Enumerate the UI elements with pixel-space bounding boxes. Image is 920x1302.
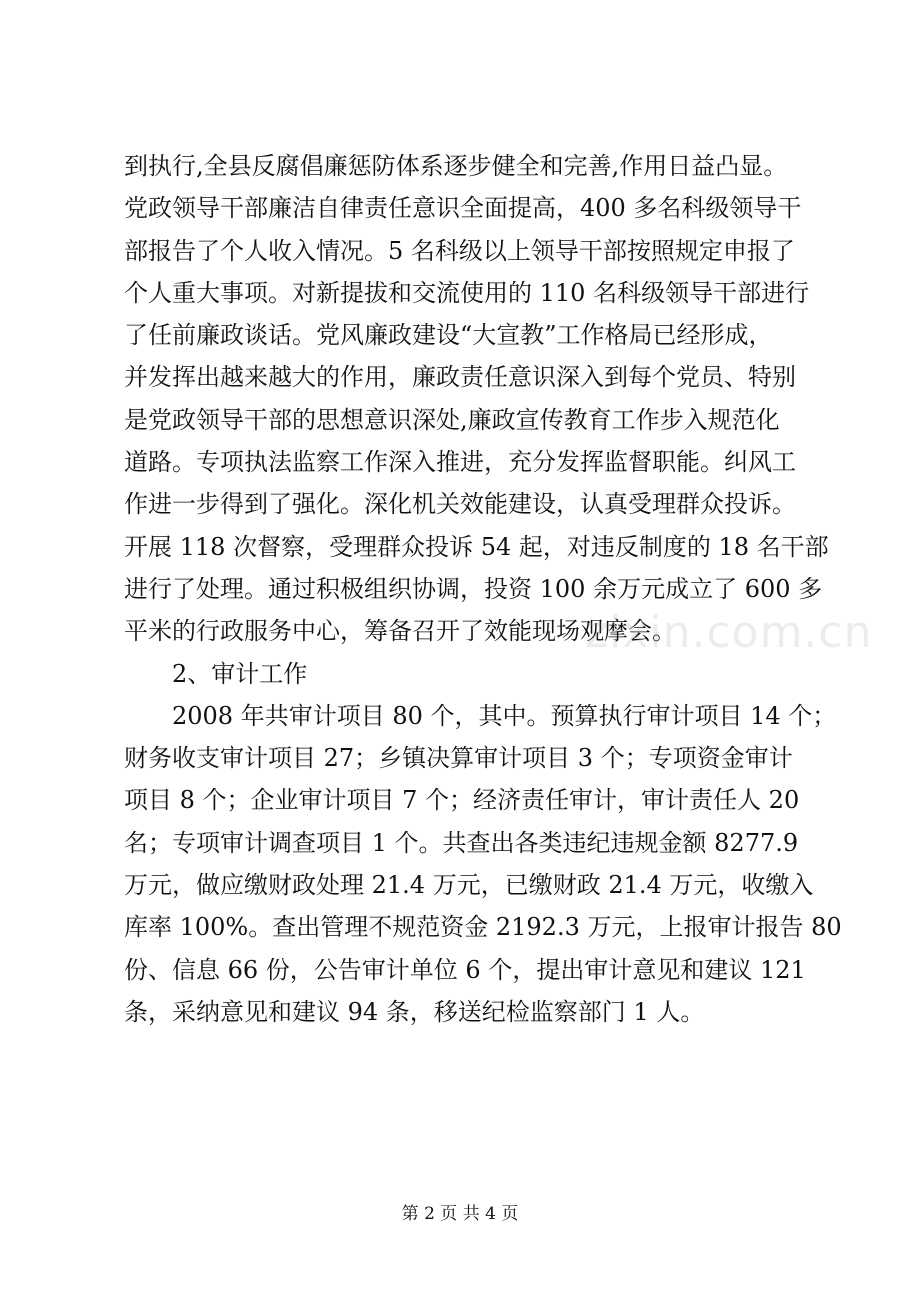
text-line-5: 了任前廉政谈话。党风廉政建设“大宣教”工作格局已经形成， [124, 321, 773, 350]
text-line-11: 进行了处理。通过积极组织协调，投资 100 余万元成立了 600 多 [124, 574, 823, 603]
text-line-10: 开展 118 次督察，受理群众投诉 54 起，对违反制度的 18 名干部 [124, 532, 829, 561]
text-line-19: 库率 100%。查出管理不规范资金 2192.3 万元，上报审计报告 80 [124, 913, 842, 942]
text-line-16: 项目 8 个；企业审计项目 7 个；经济责任审计，审计责任人 20 [124, 786, 800, 815]
text-line-14: 2008 年共审计项目 80 个，其中。预算执行审计项目 14 个； [172, 701, 837, 730]
text-line-9: 作进一步得到了强化。深化机关效能建设，认真受理群众投诉。 [124, 490, 796, 519]
text-line-12: 平米的行政服务中心，筹备召开了效能现场观摩会。 [124, 617, 676, 646]
watermark: zixin.com.cn [585, 607, 873, 658]
text-line-1: 到执行,全县反腐倡廉惩防体系逐步健全和完善,作用日益凸显。 [124, 152, 788, 180]
text-line-21: 条，采纳意见和建议 94 条，移送纪检监察部门 1 人。 [124, 997, 705, 1026]
text-line-3: 部报告了个人收入情况。5 名科级以上领导干部按照规定申报了 [124, 236, 795, 265]
text-line-7: 是党政领导干部的思想意识深处,廉政宣传教育工作步入规范化 [124, 405, 780, 434]
text-line-15: 财务收支审计项目 27；乡镇决算审计项目 3 个；专项资金审计 [124, 744, 793, 773]
text-line-4: 个人重大事项。对新提拔和交流使用的 110 名科级领导干部进行 [124, 278, 810, 307]
text-line-2: 党政领导干部廉洁自律责任意识全面提高，400 多名科级领导干 [124, 194, 802, 223]
section-heading: 2、审计工作 [172, 659, 308, 688]
text-line-6: 并发挥出越来越大的作用，廉政责任意识深入到每个党员、特别 [124, 363, 796, 392]
text-line-20: 份、信息 66 份，公告审计单位 6 个，提出审计意见和建议 121 [124, 955, 806, 984]
page-footer: 第 2 页 共 4 页 [401, 1204, 519, 1224]
text-line-17: 名；专项审计调查项目 1 个。共查出各类违纪违规金额 8277.9 [124, 828, 799, 857]
text-line-8: 道路。专项执法监察工作深入推进，充分发挥监督职能。纠风工 [124, 448, 796, 477]
text-line-18: 万元，做应缴财政处理 21.4 万元，已缴财政 21.4 万元，收缴入 [124, 871, 814, 900]
document-body [124, 145, 842, 1033]
